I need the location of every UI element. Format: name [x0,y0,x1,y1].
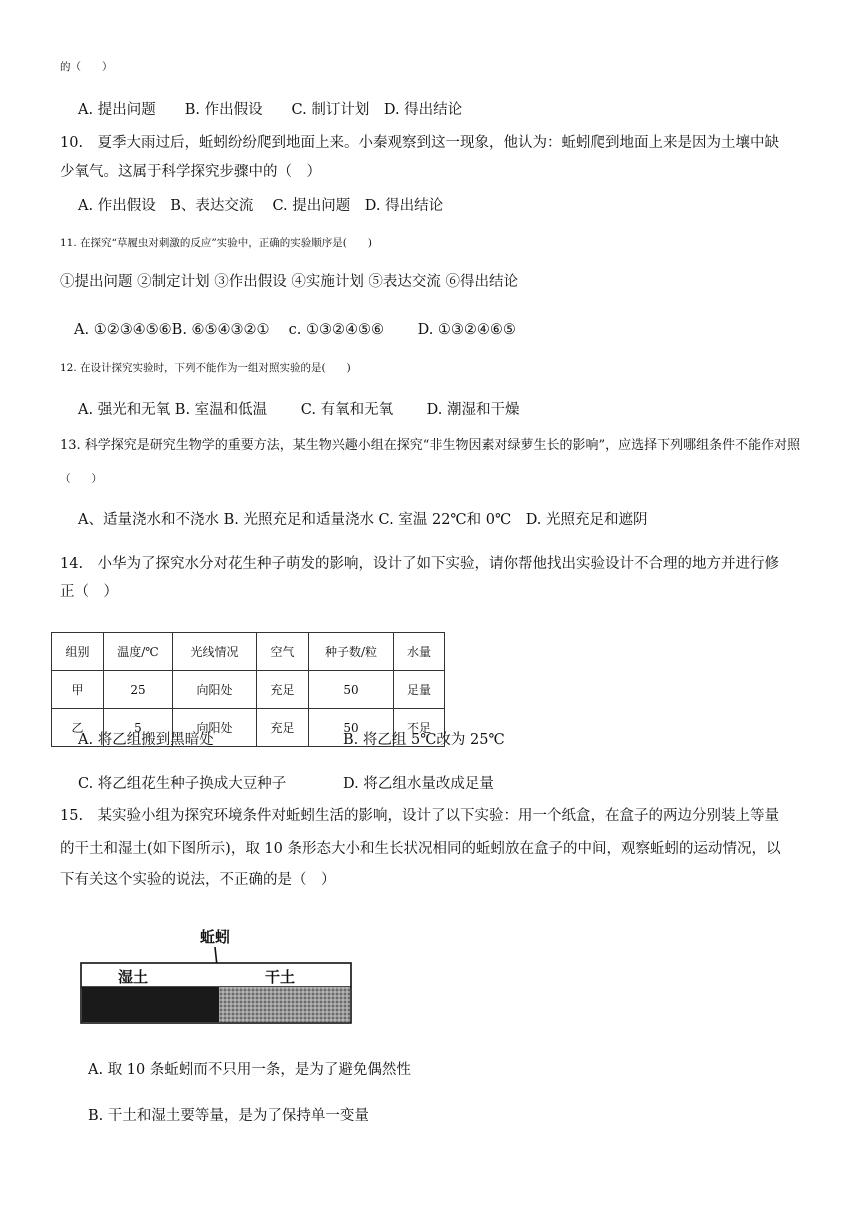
q12-options: A. 强光和无氧 B. 室温和低温 C. 有氧和无氧 D. 潮湿和干燥 [78,402,520,418]
earthworm-box-diagram [80,925,352,1025]
q13-options: A、适量浇水和不浇水 B. 光照充足和适量浇水 C. 室温 22℃和 0℃ D. 光照充足和遮阴 [78,512,648,528]
q14-option-d: D. 将乙组水量改成足量 [343,776,494,792]
table-cell: 向阳处 [173,671,257,709]
table-cell: 充足 [257,709,309,747]
wet-soil-label: 湿土 [118,968,149,986]
table-header-cell: 光线情况 [173,633,257,671]
q15-stem-line1: 15. 某实验小组为探究环境条件对蚯蚓生活的影响，设计了以下实验：用一个纸盒，在盒子的两边分别装上等量 [60,808,780,824]
q14-option-c: C. 将乙组花生种子换成大豆种子 [78,776,287,792]
q10-stem-line1: 10. 夏季大雨过后，蚯蚓纷纷爬到地面上来。小秦观察到这一现象，他认为：蚯蚓爬到地面上来是因为土壤中缺 [60,135,780,151]
dry-soil [219,987,350,1022]
q10-stem-line2: 少氧气。这属于科学探究步骤中的（ ） [60,164,321,180]
q15-option-a: A. 取 10 条蚯蚓而不只用一条，是为了避免偶然性 [88,1062,411,1078]
q15-option-b: B. 干土和湿土要等量，是为了保持单一变量 [88,1108,369,1124]
q9-stem-tail: 的（ ） [60,61,113,73]
q10-options: A. 作出假设 B、表达交流 C. 提出问题 D. 得出结论 [78,198,444,214]
table-cell: 甲 [52,671,104,709]
q14-stem-line1: 14. 小华为了探究水分对花生种子萌发的影响，设计了如下实验，请你帮他找出实验设计不合理的地方并进行修 [60,556,780,572]
earthworm-label: 蚯蚓 [199,928,231,946]
q15-stem-line3: 下有关这个实验的说法，不正确的是（ ） [60,872,336,888]
dry-soil-label: 干土 [265,968,296,986]
table-header-row [52,633,445,671]
table-header-cell: 温度/℃ [104,633,173,671]
q11-stem: 11. 在探究“草履虫对刺激的反应”实验中，正确的实验顺序是( ) [60,237,372,249]
table-cell: 25 [104,671,173,709]
table-header-cell: 空气 [257,633,309,671]
q12-stem: 12. 在设计探究实验时，下列不能作为一组对照实验的是( ) [60,362,351,374]
table-cell: 足量 [394,671,445,709]
table-header-cell: 种子数/粒 [309,633,394,671]
q15-stem-line2: 的干土和湿土(如下图所示)，取 10 条形态大小和生长状况相同的蚯蚓放在盒子的中间，观察蚯蚓的运动情况，以 [60,841,781,857]
table-cell: 5 [104,709,173,747]
table-cell: 充足 [257,671,309,709]
q14-option-a: A. 将乙组搬到黑暗处 [78,732,214,748]
earthworm-box-figure [80,925,352,1025]
q11-options: A. ①②③④⑤⑥B. ⑥⑤④③②① c. ①③②④⑤⑥ D. ①③②④⑥⑤ [74,322,516,338]
table-header-cell: 组别 [52,633,104,671]
q13-stem-line1: 13. 科学探究是研究生物学的重要方法，某生物兴趣小组在探究“非生物因素对绿萝生长的影响”，应选择下列哪组条件不能作对照 [60,438,801,453]
q13-stem-line2: （ ） [60,473,102,485]
table-cell: 乙 [52,709,104,747]
table-cell: 向阳处 [173,709,257,747]
table-cell: 不足 [394,709,445,747]
table-row [52,671,445,709]
table-cell: 50 [309,709,394,747]
q9-options: A. 提出问题 B. 作出假设 C. 制订计划 D. 得出结论 [78,102,463,118]
table-cell: 50 [309,671,394,709]
q14-stem-line2: 正（ ） [60,584,118,600]
q11-steps: ①提出问题 ②制定计划 ③作出假设 ④实施计划 ⑤表达交流 ⑥得出结论 [60,274,519,290]
q14-option-b: B. 将乙组 5℃改为 25℃ [343,732,505,748]
wet-soil [82,987,219,1022]
table-header-cell: 水量 [394,633,445,671]
